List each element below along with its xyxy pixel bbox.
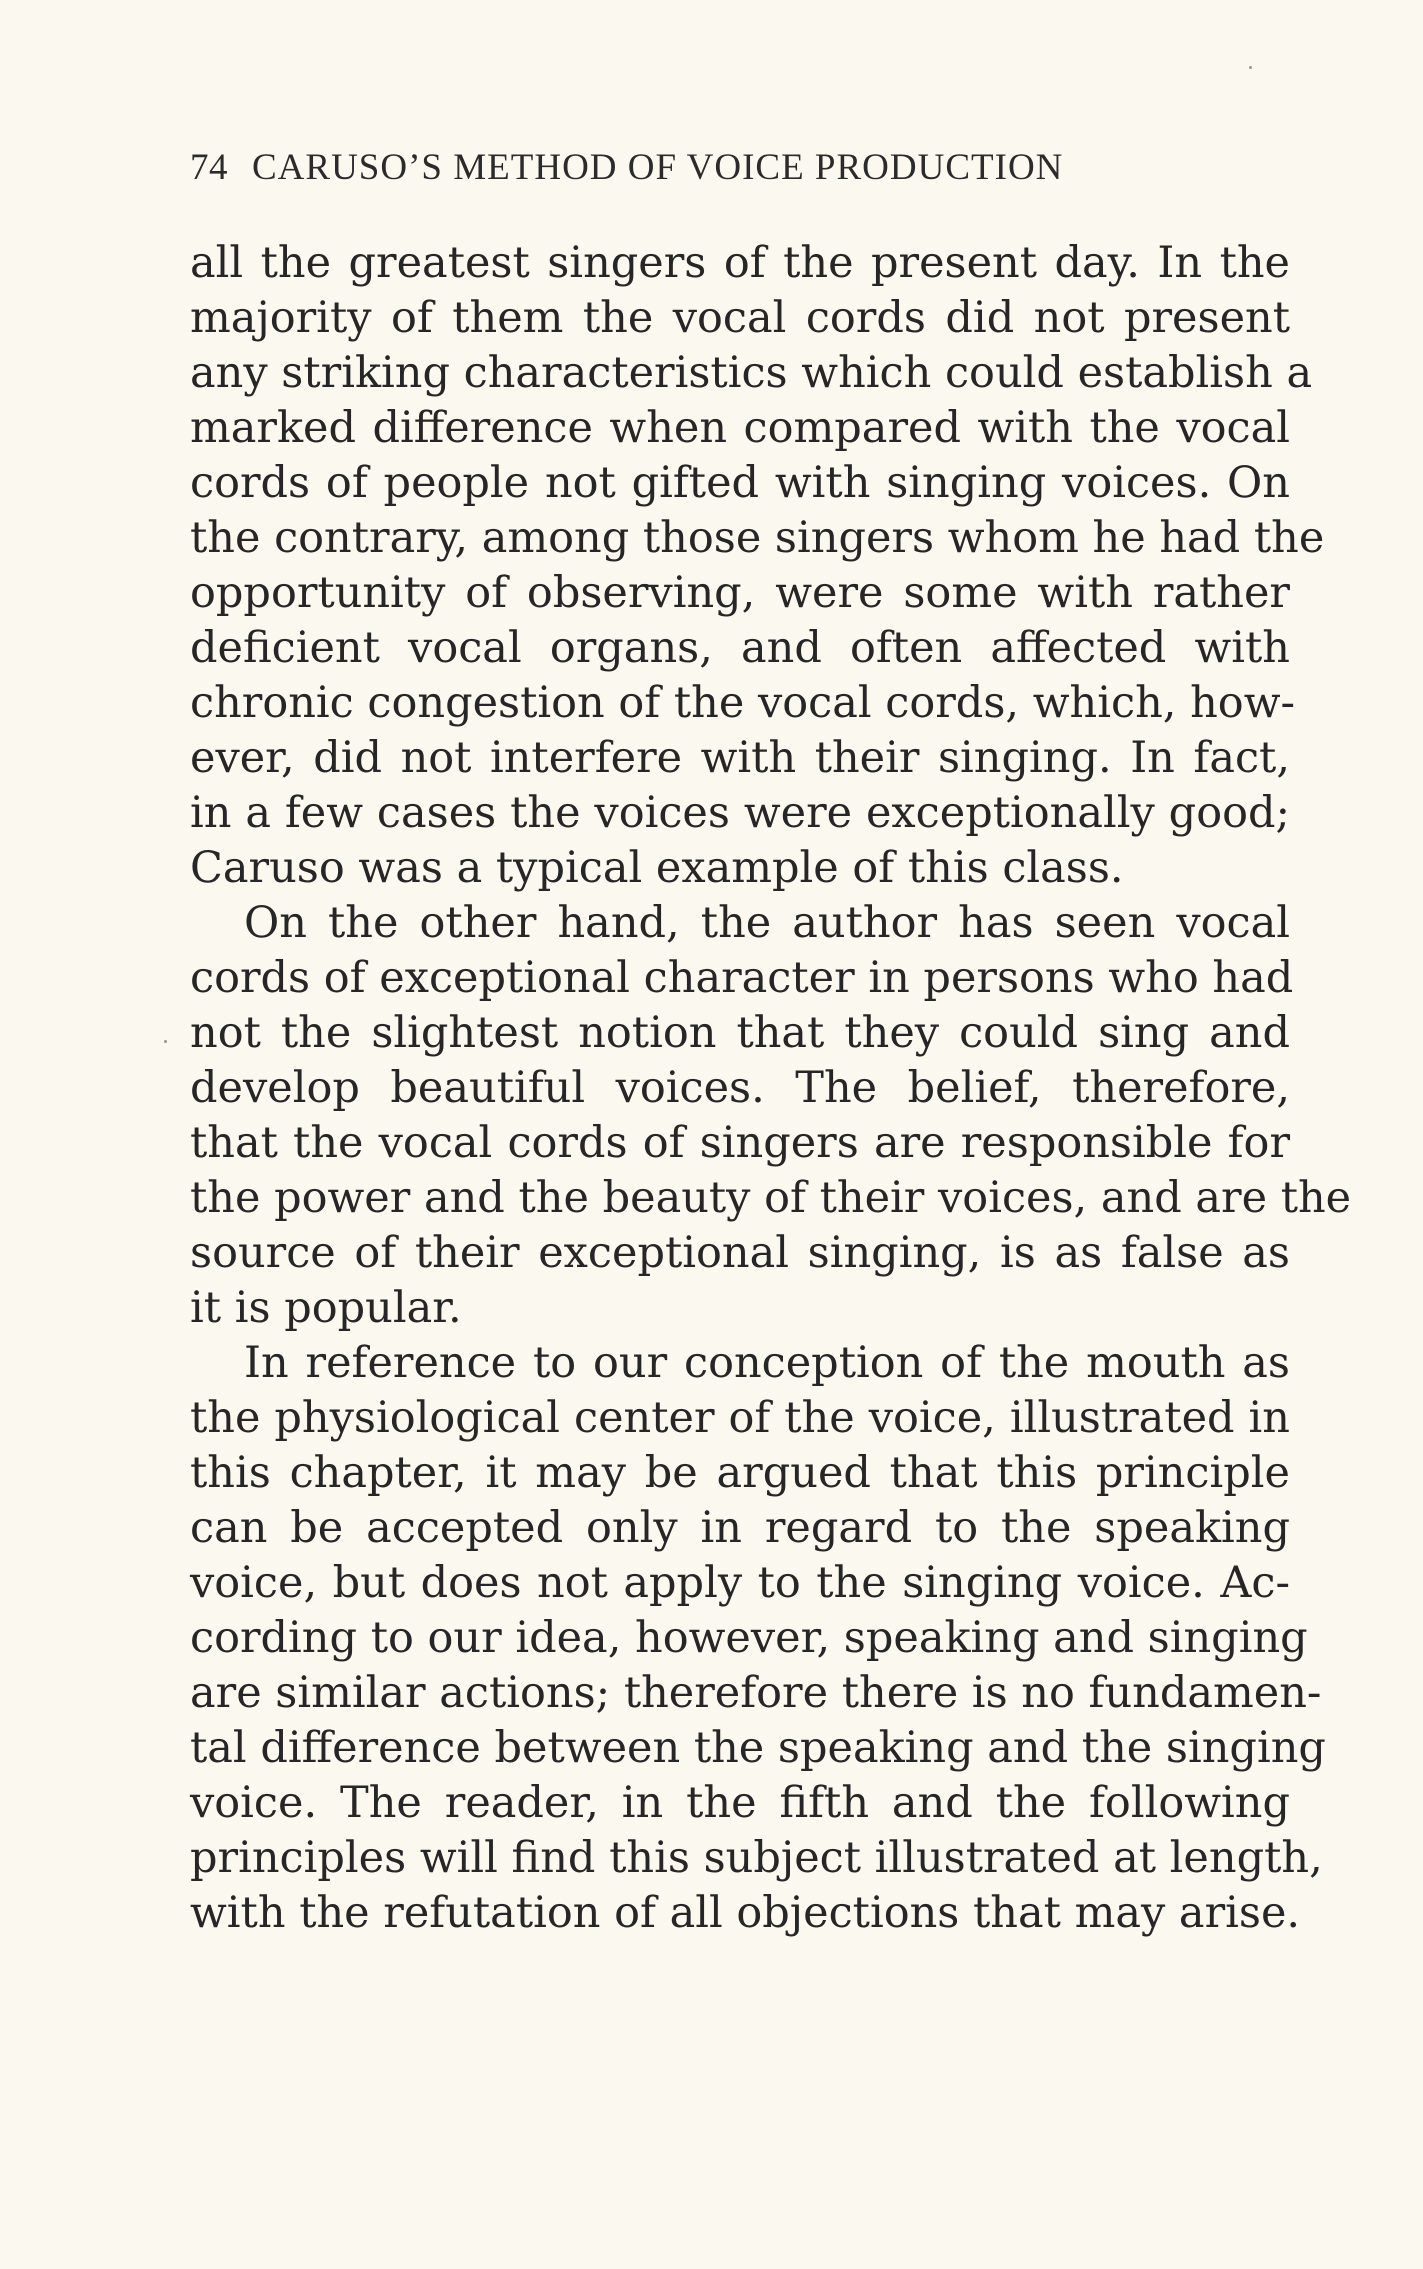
text-line: it is popular. xyxy=(190,1283,462,1333)
text-line: any striking characteristics which could establish a xyxy=(190,348,1313,398)
paragraph-3 xyxy=(190,1336,1326,1941)
text-line: cording to our idea, however, speaking and singing xyxy=(190,1613,1308,1663)
text-line: are similar actions; therefore there is no fundamen- xyxy=(190,1668,1322,1718)
text-line: in a few cases the voices were exceptionally good; xyxy=(190,788,1290,838)
text-line: tal difference between the speaking and the singing xyxy=(190,1723,1326,1773)
text-line: opportunity of observing, were some with rather xyxy=(190,568,1290,618)
text-line: majority of them the vocal cords did not present xyxy=(190,293,1290,343)
text-line: all the greatest singers of the present day. In the xyxy=(190,238,1290,288)
text-line: that the vocal cords of singers are responsible for xyxy=(190,1118,1290,1168)
text-line: principles will find this subject illustrated at length, xyxy=(190,1833,1323,1883)
text-line: In reference to our conception of the mouth as xyxy=(244,1338,1290,1388)
text-line: Caruso was a typical example of this class. xyxy=(190,843,1124,893)
page-number: 74 xyxy=(190,147,228,188)
text-line: voice, but does not apply to the singing voice. Ac- xyxy=(190,1558,1290,1608)
text-line: ever, did not interfere with their singing. In fact, xyxy=(190,733,1290,783)
text-line: this chapter, it may be argued that this principle xyxy=(190,1448,1290,1498)
text-line: the contrary, among those singers whom he had the xyxy=(190,513,1325,563)
running-title: CARUSO’S METHOD OF VOICE PRODUCTION xyxy=(252,147,1064,188)
text-line: chronic congestion of the vocal cords, which, how- xyxy=(190,678,1296,728)
text-line: deficient vocal organs, and often affected with xyxy=(190,623,1290,673)
text-line: can be accepted only in regard to the speaking xyxy=(190,1503,1290,1553)
text-line: source of their exceptional singing, is as false as xyxy=(190,1228,1290,1278)
body-text xyxy=(190,236,1352,1941)
page-speck xyxy=(164,1040,167,1043)
paragraph-2 xyxy=(190,896,1352,1336)
text-line: the physiological center of the voice, illustrated in xyxy=(190,1393,1290,1443)
running-head xyxy=(190,142,1275,194)
text-line: cords of exceptional character in persons who had xyxy=(190,953,1294,1003)
page-speck xyxy=(1249,66,1252,69)
text-line: not the slightest notion that they could sing and xyxy=(190,1008,1290,1058)
text-line: marked difference when compared with the vocal xyxy=(190,403,1290,453)
text-line: voice. The reader, in the fifth and the following xyxy=(190,1778,1290,1828)
text-line: the power and the beauty of their voices, and are the xyxy=(190,1173,1352,1223)
text-line: On the other hand, the author has seen vocal xyxy=(244,898,1290,948)
text-line: develop beautiful voices. The belief, therefore, xyxy=(190,1063,1290,1113)
paragraph-1 xyxy=(190,236,1325,896)
text-line: with the refutation of all objections that may arise. xyxy=(190,1888,1301,1938)
text-line: cords of people not gifted with singing voices. On xyxy=(190,458,1290,508)
